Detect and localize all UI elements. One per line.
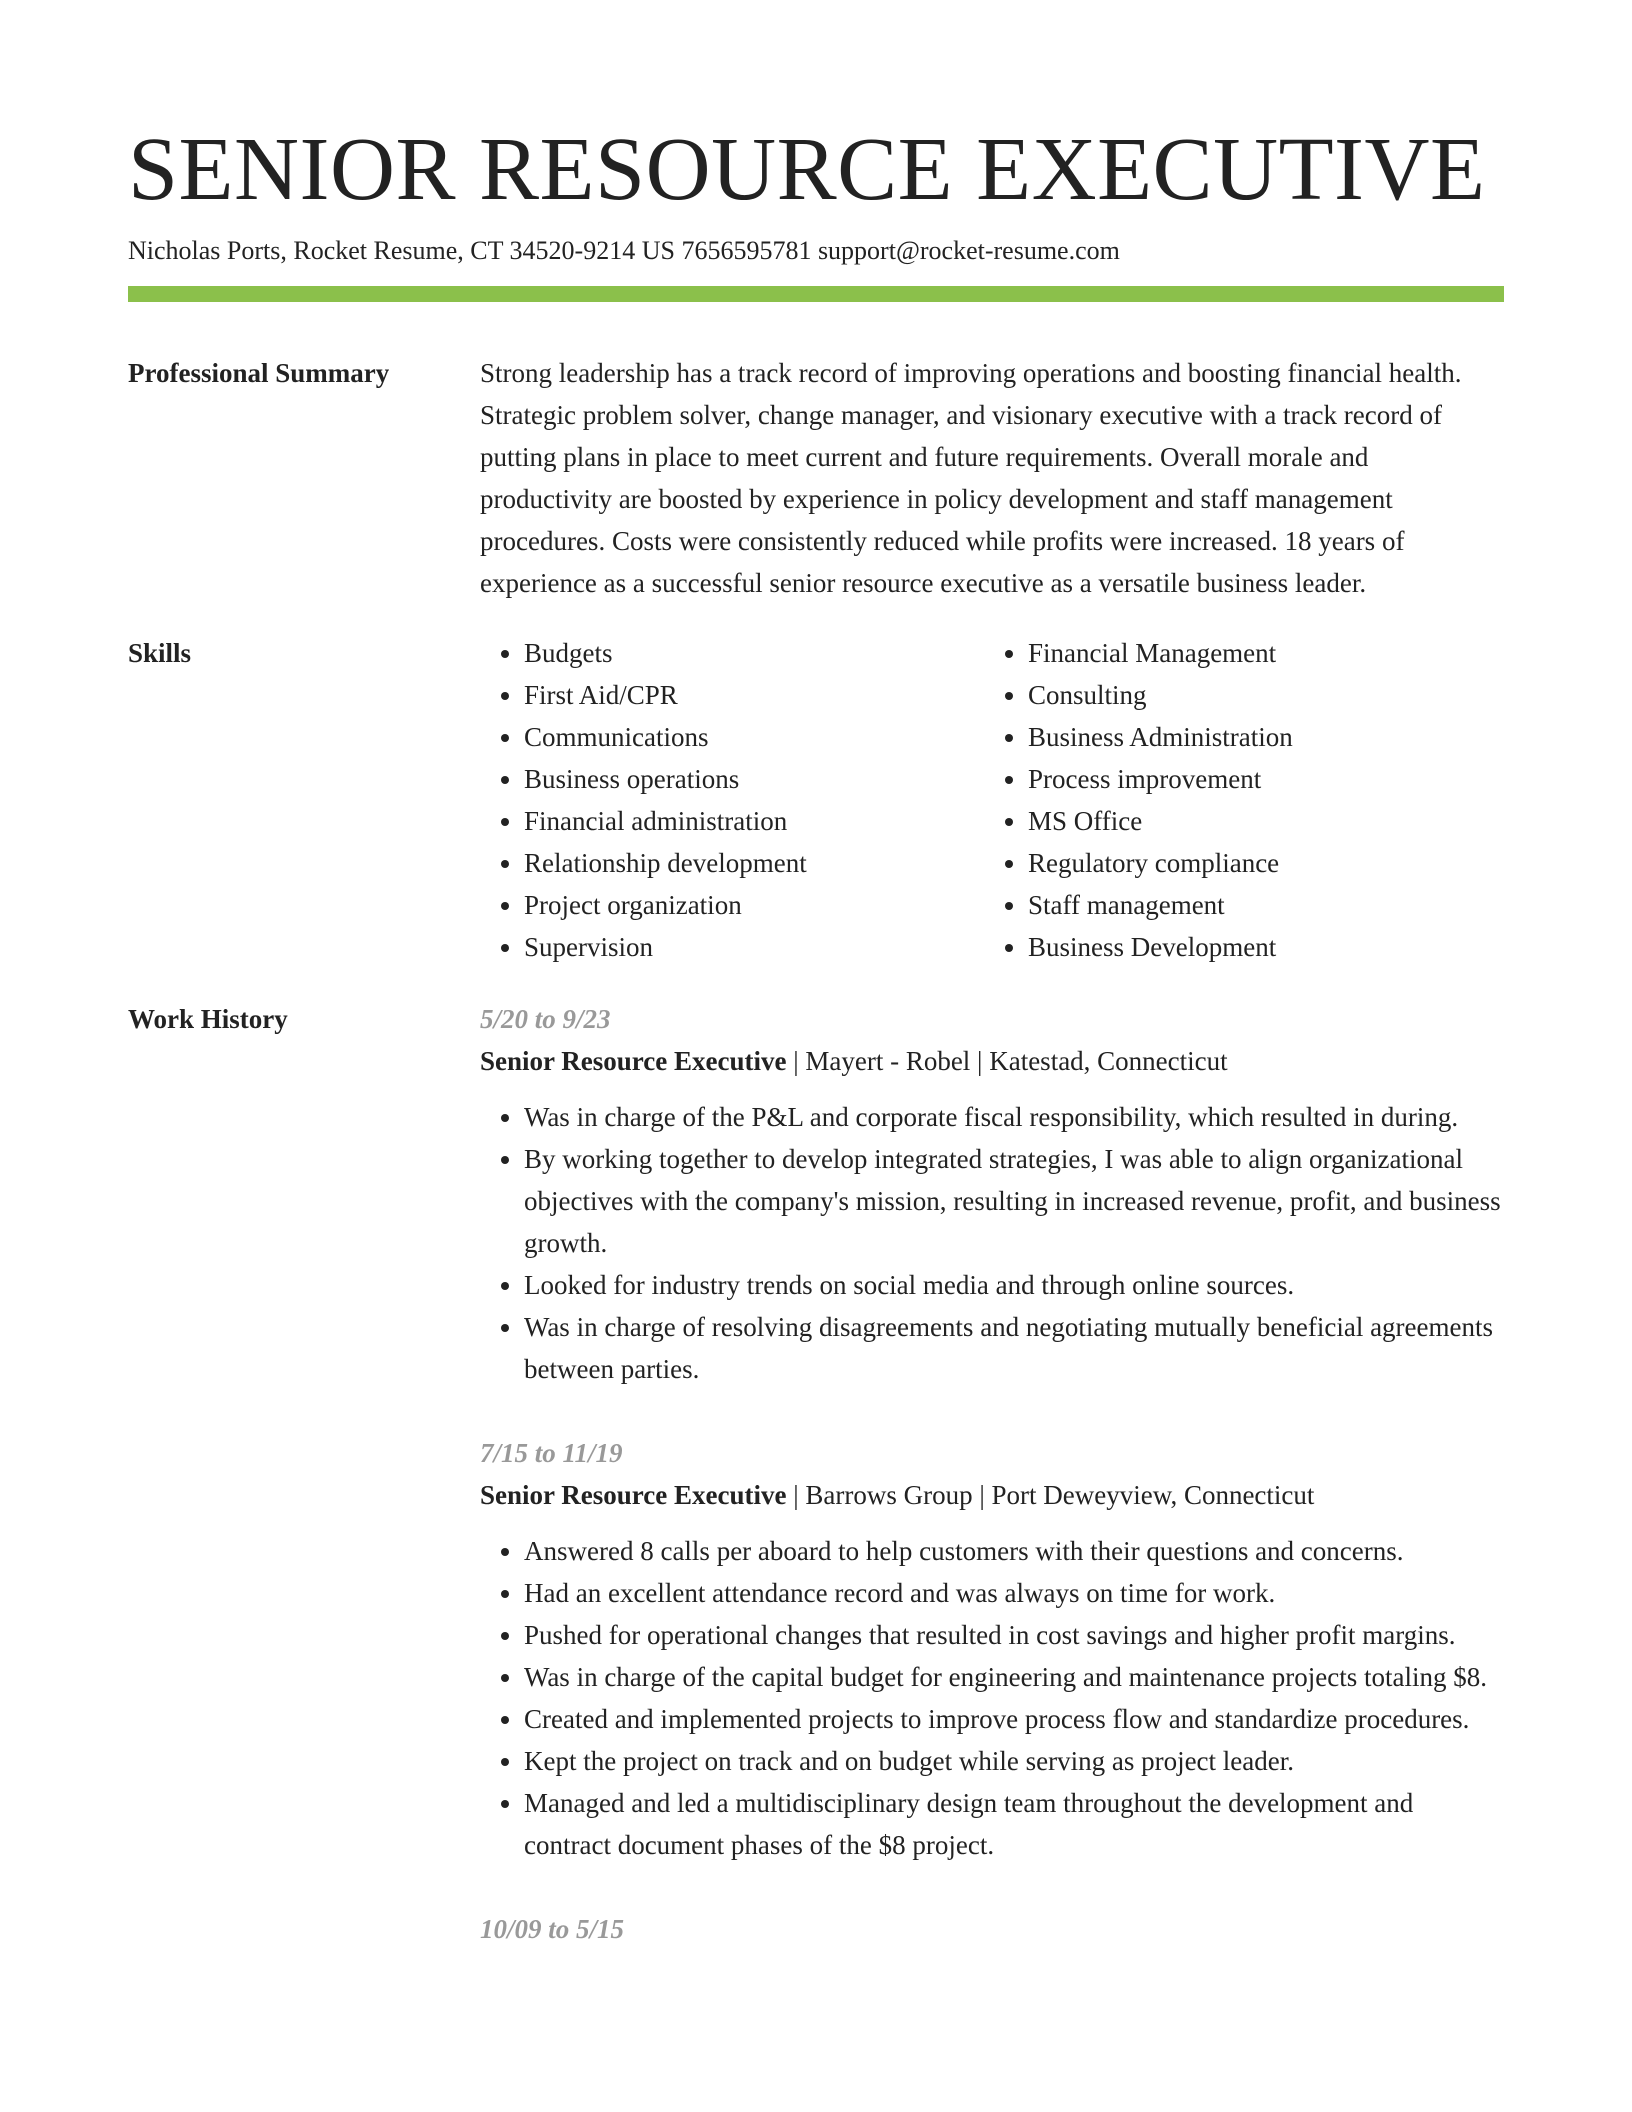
list-item: • Budgets [524,632,984,674]
list-item: • Business operations [524,758,984,800]
accent-divider [128,286,1504,302]
work-history-section [128,998,1504,1992]
list-item: • Was in charge of resolving disagreements and negotiating mutually beneficial agreements between parties. [524,1306,1504,1390]
summary-text: Strong leadership has a track record of improving operations and boosting financial health. Strategic problem solver, change manager, and visionary executive with a track record of putting plans in place to meet current and future requirements. Overall morale and productivity are boosted by experience in policy development and staff management procedures. Costs were consistently reduced while profits were increased. 18 years of experience as a successful senior resource executive as a versatile business leader. [480,358,1462,598]
list-item: • Regulatory compliance [1028,842,1488,884]
list-item: • First Aid/CPR [524,674,984,716]
list-item: • Answered 8 calls per aboard to help customers with their questions and concerns. [524,1530,1504,1572]
job-details: | Barrows Group | Port Deweyview, Connecticut [786,1480,1315,1510]
job-details: | Mayert - Robel | Katestad, Connecticut [786,1046,1228,1076]
list-item: • Project organization [524,884,984,926]
list-item: • Pushed for operational changes that resulted in cost savings and higher profit margins. [524,1614,1504,1656]
list-item: • Consulting [1028,674,1488,716]
job-entry [480,1908,1504,1950]
list-item: • Supervision [524,926,984,968]
list-item: • Communications [524,716,984,758]
skills-section [128,632,1504,968]
job-role: Senior Resource Executive [480,1480,787,1510]
resume-page [128,118,1504,1992]
list-item: • Business Development [1028,926,1488,968]
section-label: Skills [128,638,192,668]
contact-line: Nicholas Ports, Rocket Resume, CT 34520-9214 US 7656595781 support@rocket-resume.com [128,236,1120,265]
list-item: • Created and implemented projects to improve process flow and standardize procedures. [524,1698,1504,1740]
list-item: • Financial Management [1028,632,1488,674]
list-item: • Was in charge of the P&L and corporate fiscal responsibility, which resulted in during. [524,1096,1504,1138]
list-item: • Had an excellent attendance record and was always on time for work. [524,1572,1504,1614]
job-entry [480,998,1504,1390]
job-dates: 5/20 to 9/23 [480,1004,611,1034]
list-item: • Business Administration [1028,716,1488,758]
job-entry [480,1432,1504,1866]
section-label: Professional Summary [128,358,390,388]
list-item: • Was in charge of the capital budget for engineering and maintenance projects totaling $8. [524,1656,1504,1698]
job-role: Senior Resource Executive [480,1046,787,1076]
skills-list-right [984,632,1488,968]
skills-list-left [480,632,984,968]
list-item: • MS Office [1028,800,1488,842]
list-item: • By working together to develop integrated strategies, I was able to align organizational objectives with the company's mission, resulting in increased revenue, profit, and business growth. [524,1138,1504,1264]
list-item: • Kept the project on track and on budget while serving as project leader. [524,1740,1504,1782]
section-label: Work History [128,1004,288,1034]
job-bullets [480,1096,1504,1390]
job-bullets [480,1530,1504,1866]
list-item: • Relationship development [524,842,984,884]
list-item: • Managed and led a multidisciplinary design team throughout the development and contract document phases of the $8 project. [524,1782,1504,1866]
job-heading [480,1040,1504,1082]
professional-summary-section [128,352,1504,604]
list-item: • Staff management [1028,884,1488,926]
job-dates: 10/09 to 5/15 [480,1914,625,1944]
list-item: • Looked for industry trends on social media and through online sources. [524,1264,1504,1306]
list-item: • Financial administration [524,800,984,842]
resume-title: SENIOR RESOURCE EXECUTIVE [128,120,1486,219]
list-item: • Process improvement [1028,758,1488,800]
job-heading [480,1474,1504,1516]
job-dates: 7/15 to 11/19 [480,1438,623,1468]
